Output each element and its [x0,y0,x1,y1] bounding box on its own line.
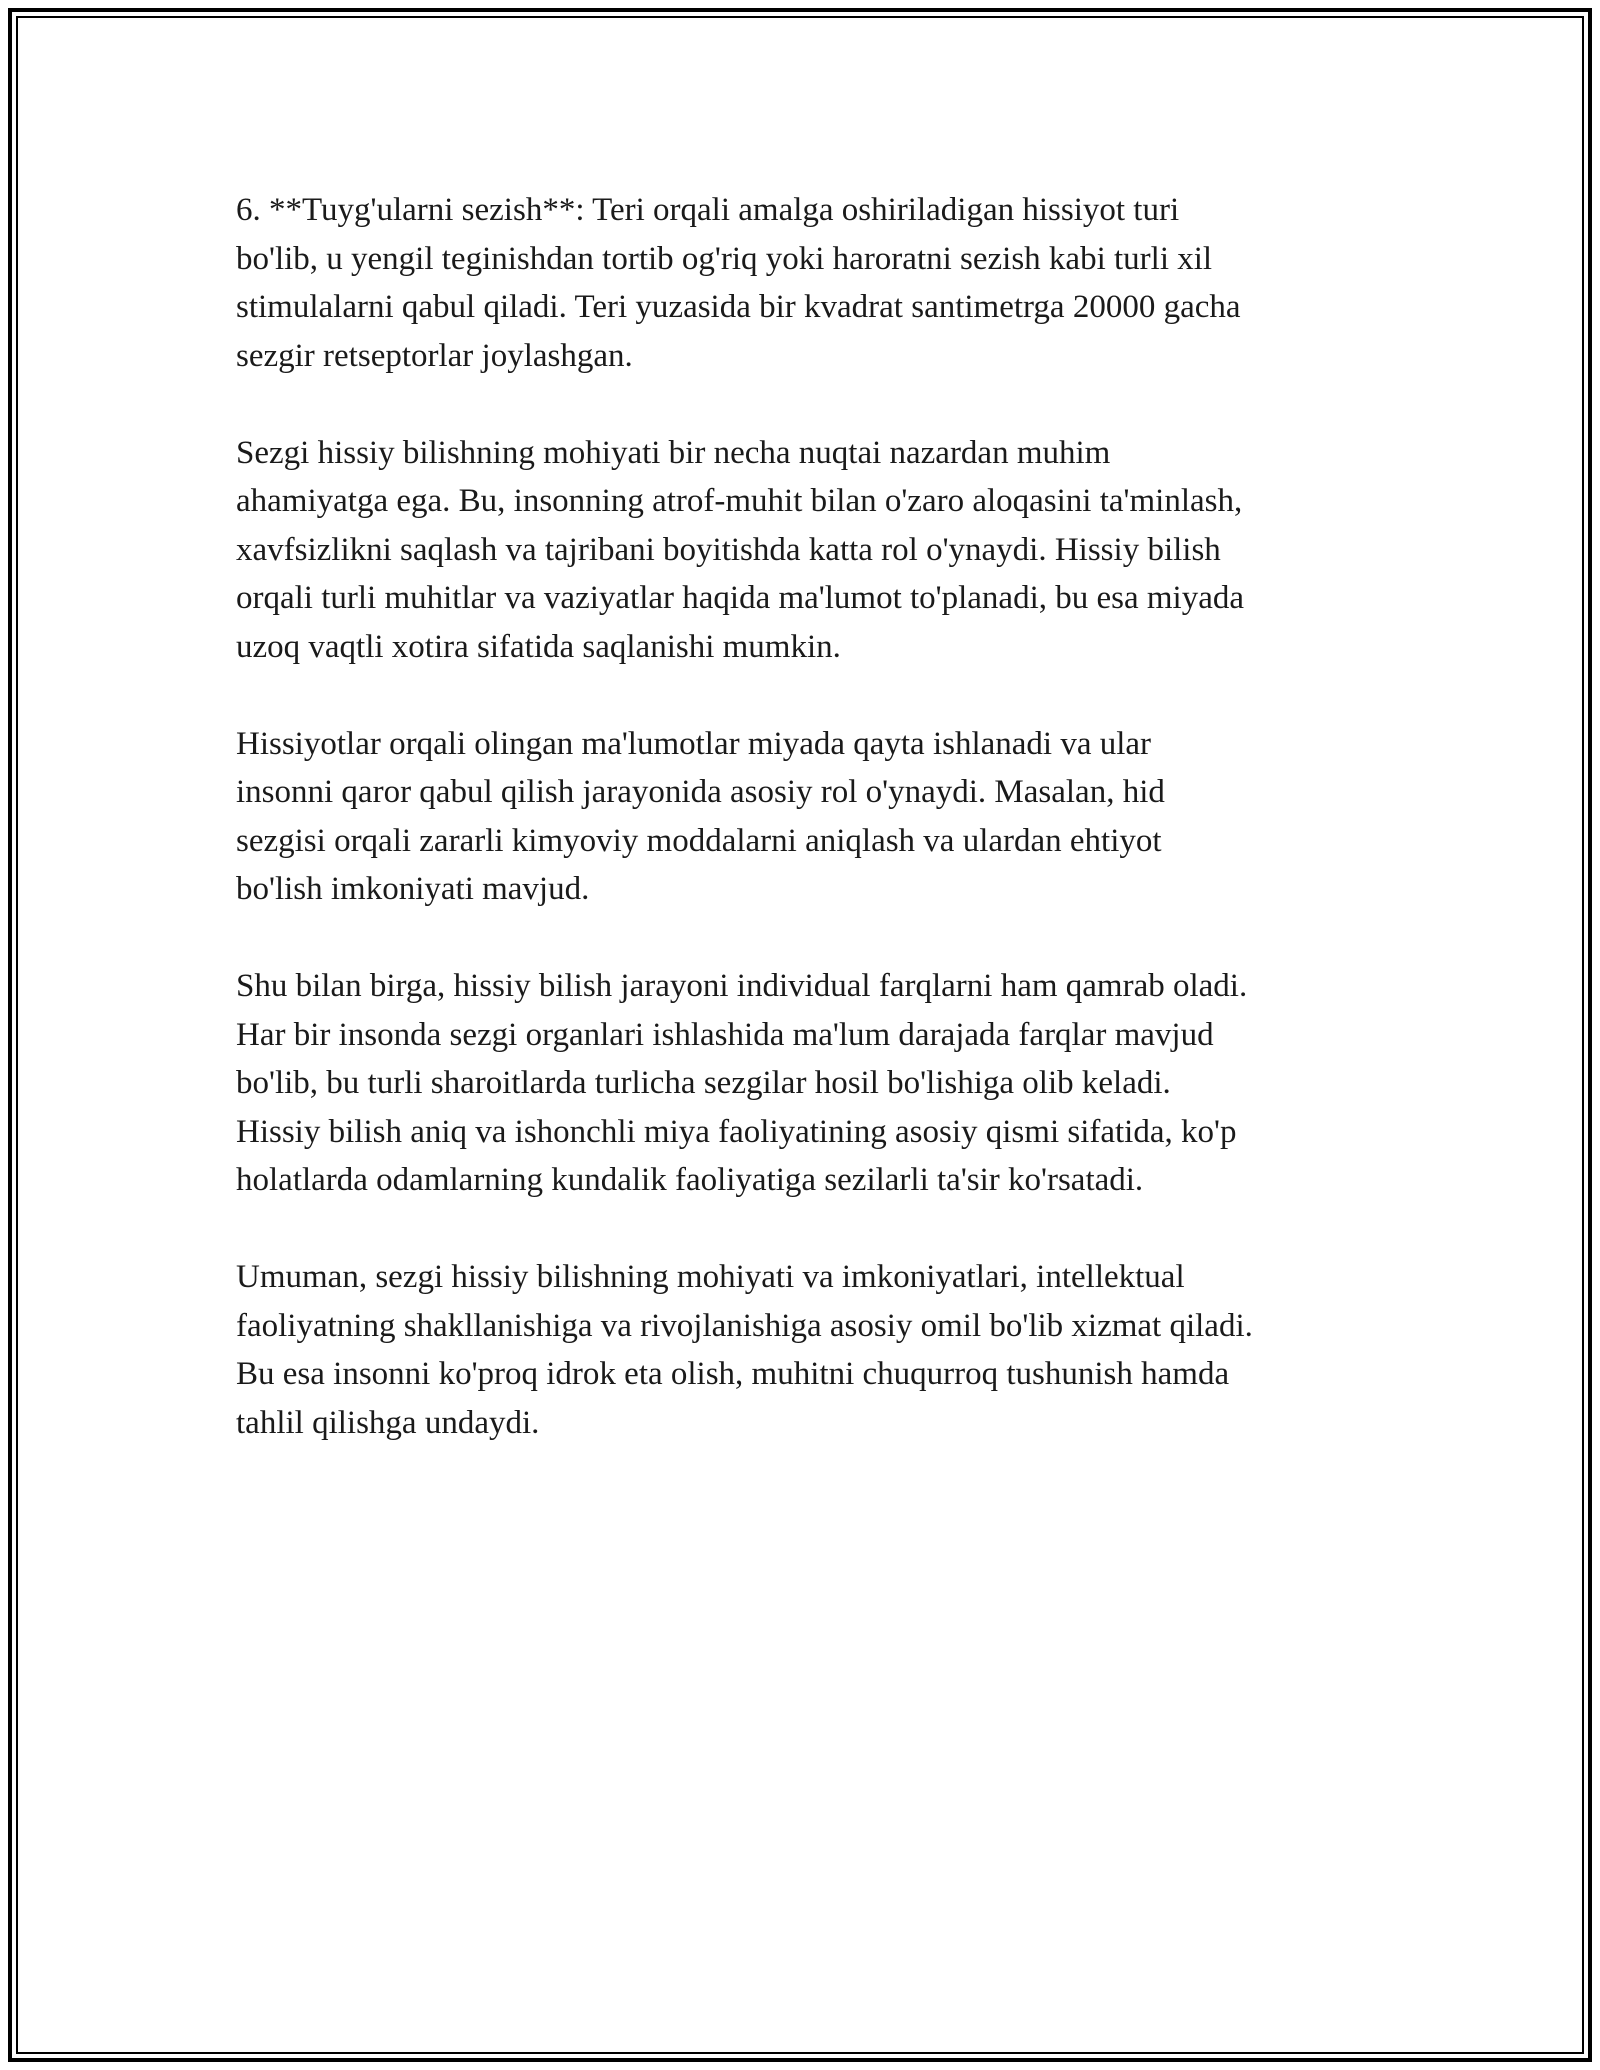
text-line: bo'lish imkoniyati mavjud. [236,871,590,907]
text-line: ahamiyatga ega. Bu, insonning atrof-muhit bilan o'zaro aloqasini ta'minlash, [236,483,1243,519]
text-line: bo'lib, bu turli sharoitlarda turlicha sezgilar hosil bo'lishiga olib keladi. [236,1065,1171,1101]
document-body [236,186,1376,1496]
text-line: Sezgi hissiy bilishning mohiyati bir necha nuqtai nazardan muhim [236,434,1111,471]
paragraph-essence [236,429,1376,672]
text-line: sezgisi orqali zararli kimyoviy moddalarni aniqlash va ulardan ehtiyot [236,822,1162,859]
text-line: insonni qaror qabul qilish jarayonida asosiy rol o'ynaydi. Masalan, hid [236,774,1165,810]
text-line: stimulalarni qabul qiladi. Teri yuzasida bir kvadrat santimetrga 20000 gacha [236,289,1241,325]
text-line: holatlarda odamlarning kundalik faoliyatiga sezilarli ta'sir ko'rsatadi. [236,1162,1144,1198]
text-line: tahlil qilishga undaydi. [236,1404,540,1441]
text-line: 6. **Tuyg'ularni sezish**: Teri orqali amalga oshiriladigan hissiyot turi [236,192,1180,228]
paragraph-individual-differences [236,962,1376,1205]
text-line: orqali turli muhitlar va vaziyatlar haqida ma'lumot to'planadi, bu esa miyada [236,580,1244,616]
text-line: Bu esa insonni ko'proq idrok eta olish, muhitni chuqurroq tushunish hamda [236,1356,1230,1392]
text-line: faoliyatning shakllanishiga va rivojlanishiga asosiy omil bo'lib xizmat qiladi. [236,1307,1253,1344]
text-line: uzoq vaqtli xotira sifatida saqlanishi mumkin. [236,628,841,665]
paragraph-conclusion [236,1253,1376,1447]
text-line: xavfsizlikni saqlash va tajribani boyitishda katta rol o'ynaydi. Hissiy bilish [236,531,1221,568]
text-line: Hissiy bilish aniq va ishonchli miya faoliyatining asosiy qismi sifatida, ko'p [236,1113,1237,1150]
text-line: Shu bilan birga, hissiy bilish jarayoni individual farqlarni ham qamrab oladi. [236,968,1248,1004]
text-line: Umuman, sezgi hissiy bilishning mohiyati va imkoniyatlari, intellektual [236,1259,1185,1295]
paragraph-tactile-sensing [236,186,1376,380]
paragraph-decision-making [236,720,1376,914]
text-line: bo'lib, u yengil teginishdan tortib og'riq yoki haroratni sezish kabi turli xil [236,240,1213,277]
text-line: Hissiyotlar orqali olingan ma'lumotlar miyada qayta ishlanadi va ular [236,725,1152,762]
text-line: sezgir retseptorlar joylashgan. [236,337,633,374]
text-line: Har bir insonda sezgi organlari ishlashida ma'lum darajada farqlar mavjud [236,1016,1214,1053]
